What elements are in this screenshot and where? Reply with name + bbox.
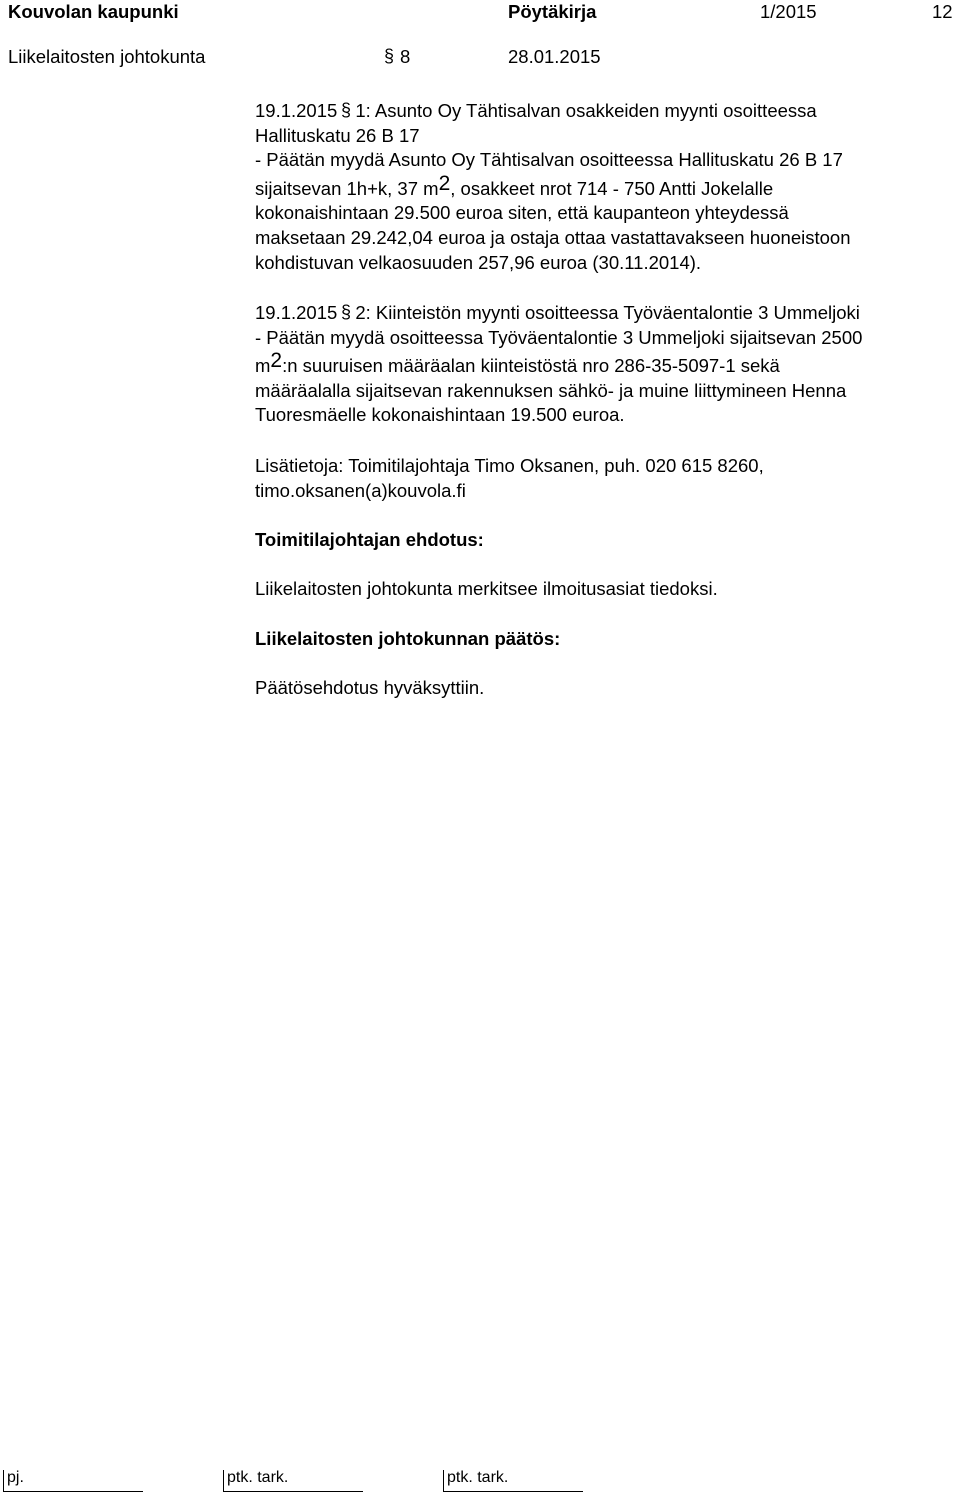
- item-1-line: - Päätän myydä Asunto Oy Tähtisalvan osoitteessa Hallituskatu 26 B 17: [255, 149, 843, 171]
- header-body: Liikelaitosten johtokunta: [8, 46, 206, 67]
- svg-text:§: §: [384, 46, 394, 66]
- signature-chair: pj.: [3, 1470, 143, 1492]
- item-2-title: [255, 301, 946, 326]
- superscript: 2: [438, 171, 451, 195]
- item-1-line: kohdistuvan velkaosuuden 257,96 euroa (30.11.2014).: [255, 251, 702, 273]
- superscript: 2: [270, 349, 283, 373]
- header-doc-type: Pöytäkirja: [508, 1, 597, 22]
- item-1-line: [255, 173, 946, 202]
- item-1-title-text: 1: Asunto Oy Tähtisalvan osakkeiden myynti osoitteessa: [355, 100, 817, 121]
- header-doc-number: 1/2015: [760, 1, 817, 22]
- item-1: [255, 99, 946, 275]
- item-2-title-text: 2: Kiinteistön myynti osoitteessa Työväentalontie 3 Ummeljoki: [355, 302, 860, 323]
- proposal-heading: Toimitilajohtajan ehdotus:: [255, 529, 484, 550]
- item-1-line-text: sijaitsevan 1h+k, 37 m: [255, 177, 439, 199]
- svg-text:§: §: [341, 302, 352, 322]
- section-sign-icon: [384, 46, 394, 66]
- contact-email: timo.oksanen(a)kouvola.fi: [255, 479, 466, 501]
- item-1-date: 19.1.2015: [255, 100, 338, 121]
- item-2-line: - Päätän myydä osoitteessa Työväentalontie 3 Ummeljoki sijaitsevan 2500: [255, 326, 863, 348]
- section-sign-icon: [341, 100, 351, 120]
- decision-heading: Liikelaitosten johtokunnan päätös:: [255, 628, 561, 649]
- header-section-number: 8: [400, 46, 411, 67]
- item-2-line: määräalalla sijaitsevan rakennuksen sähkö- ja muine liittymineen Henna: [255, 379, 847, 401]
- svg-text:§: §: [341, 100, 352, 120]
- decision-text: Päätösehdotus hyväksyttiin.: [255, 677, 485, 698]
- item-2-line-text: :n suuruisen määräalan kiinteistöstä nro 286-35-5097-1 sekä: [282, 355, 780, 377]
- item-1-line: kokonaishintaan 29.500 euroa siten, että kaupanteon yhteydessä: [255, 202, 789, 224]
- header-section-sign: [380, 46, 398, 67]
- item-2-date: 19.1.2015: [255, 302, 338, 323]
- contact-line: Lisätietoja: Toimitilajohtaja Timo Oksanen, puh. 020 615 8260,: [255, 455, 764, 476]
- item-1-line: Hallituskatu 26 B 17: [255, 124, 420, 146]
- item-2-line-text: m: [255, 355, 271, 377]
- header-date: 28.01.2015: [508, 46, 601, 67]
- header-organization: Kouvolan kaupunki: [8, 1, 179, 22]
- item-2-line: [255, 350, 946, 379]
- item-2-line: Tuoresmäelle kokonaishintaan 19.500 euroa.: [255, 404, 625, 426]
- proposal-text: Liikelaitosten johtokunta merkitsee ilmoitusasiat tiedoksi.: [255, 578, 718, 599]
- item-1-title: [255, 99, 946, 124]
- item-1-line: maksetaan 29.242,04 euroa ja ostaja ottaa vastattavakseen huoneistoon: [255, 226, 851, 248]
- section-sign-icon: [341, 302, 351, 322]
- signature-checker-2: ptk. tark.: [443, 1470, 583, 1492]
- signature-checker-1: ptk. tark.: [223, 1470, 363, 1492]
- header-page-number: 12: [932, 1, 953, 22]
- contact-info: [255, 454, 946, 503]
- item-1-line-text: , osakkeet nrot 714 - 750 Antti Jokelalle: [450, 177, 774, 199]
- item-2: [255, 301, 946, 428]
